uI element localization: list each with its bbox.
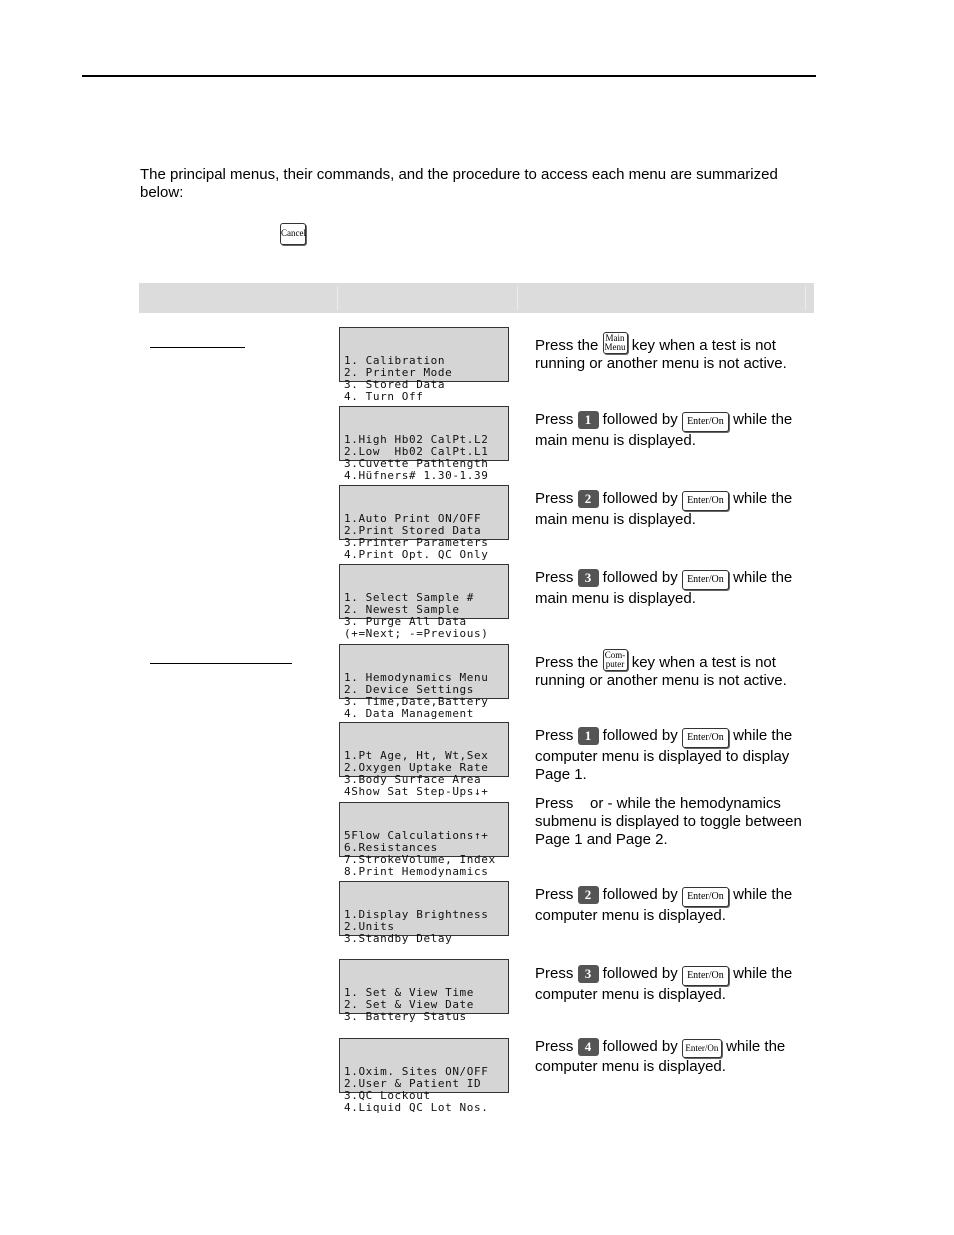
number-key-icon: 3	[578, 569, 599, 587]
main-menu-label-underline	[150, 347, 245, 348]
cancel-key-line	[280, 221, 306, 245]
desc-hemodynamics-page2: Press or - while the hemodynamics submenu is displayed to toggle between Page 1 and Page 2.	[535, 795, 807, 848]
enter-key-icon: Enter/On	[682, 887, 729, 907]
lcd-hemodynamics-page1: 1.Pt Age, Ht, Wt,Sex 2.Oxygen Uptake Rate 3.Body Surface Area 4Show Sat Step-Ups↓+	[339, 722, 509, 777]
desc-hemodynamics-page1: Press 1 followed by Enter/On while the computer menu is displayed to display Page 1.	[535, 727, 793, 783]
lcd-data-management: 1.Oxim. Sites ON/OFF 2.User & Patient ID 3.QC Lockout 4.Liquid QC Lot Nos.	[339, 1038, 509, 1093]
number-key-icon: 2	[578, 490, 599, 508]
desc-computer-menu: Press the Com- puter key when a test is not running or another menu is not active.	[535, 650, 787, 689]
enter-key-icon: Enter/On	[682, 412, 729, 432]
desc-printer-menu: Press 2 followed by Enter/On while the main menu is displayed.	[535, 490, 793, 528]
lcd-device-settings: 1.Display Brightness 2.Units 3.Standby Delay	[339, 881, 509, 936]
enter-key-icon: Enter/On	[682, 728, 729, 748]
table-header-bar	[139, 283, 814, 313]
lcd-printer-menu: 1.Auto Print ON/OFF 2.Print Stored Data 3.Printer Parameters 4.Print Opt. QC Only	[339, 485, 509, 540]
enter-key-icon: Enter/On	[682, 491, 729, 511]
lcd-main-menu: 1. Calibration 2. Printer Mode 3. Stored Data 4. Turn Off	[339, 327, 509, 382]
cancel-key-icon: Cancel	[280, 223, 306, 245]
enter-key-icon: Enter/On	[682, 966, 729, 986]
enter-key-icon: Enter/On	[682, 570, 729, 590]
main-menu-key-icon: Main Menu	[604, 333, 626, 352]
computer-menu-label-underline	[150, 663, 292, 664]
lcd-hemodynamics-page2: 5Flow Calculations↑+ 6.Resistances 7.StrokeVolume, Index 8.Print Hemodynamics	[339, 802, 509, 857]
number-key-icon: 1	[578, 411, 599, 429]
header-rule	[82, 75, 816, 77]
computer-key-icon: Com- puter	[603, 649, 628, 671]
desc-time-date-battery: Press 3 followed by Enter/On while the computer menu is displayed.	[535, 965, 793, 1003]
lcd-stored-data-menu: 1. Select Sample # 2. Newest Sample 3. Purge All Data (+=Next; -=Previous)	[339, 564, 509, 619]
intro-paragraph: The principal menus, their commands, and the procedure to access each menu are summarized below:	[140, 166, 778, 201]
desc-stored-data-menu: Press 3 followed by Enter/On while the main menu is displayed.	[535, 569, 793, 607]
number-key-icon: 1	[578, 727, 599, 745]
number-key-icon: 3	[578, 965, 599, 983]
number-key-icon: 4	[578, 1038, 599, 1056]
desc-main-menu: Press the Main Menu key when a test is not running or another menu is not active.	[535, 333, 787, 372]
desc-device-settings: Press 2 followed by Enter/On while the computer menu is displayed.	[535, 886, 793, 924]
lcd-time-date-battery: 1. Set & View Time 2. Set & View Date 3. Battery Status	[339, 959, 509, 1014]
enter-key-icon: Enter/On	[682, 1039, 722, 1058]
number-key-icon: 2	[578, 886, 599, 904]
lcd-calibration-menu: 1.High Hb02 CalPt.L2 2.Low Hb02 CalPt.L1 3.Cuvette Pathlength 4.Hüfners# 1.30-1.39	[339, 406, 509, 461]
desc-calibration-menu: Press 1 followed by Enter/On while the main menu is displayed.	[535, 411, 793, 449]
desc-data-management: Press 4 followed by Enter/On while the computer menu is displayed.	[535, 1038, 786, 1075]
lcd-computer-menu: 1. Hemodynamics Menu 2. Device Settings 3. Time,Date,Battery 4. Data Management	[339, 644, 509, 699]
